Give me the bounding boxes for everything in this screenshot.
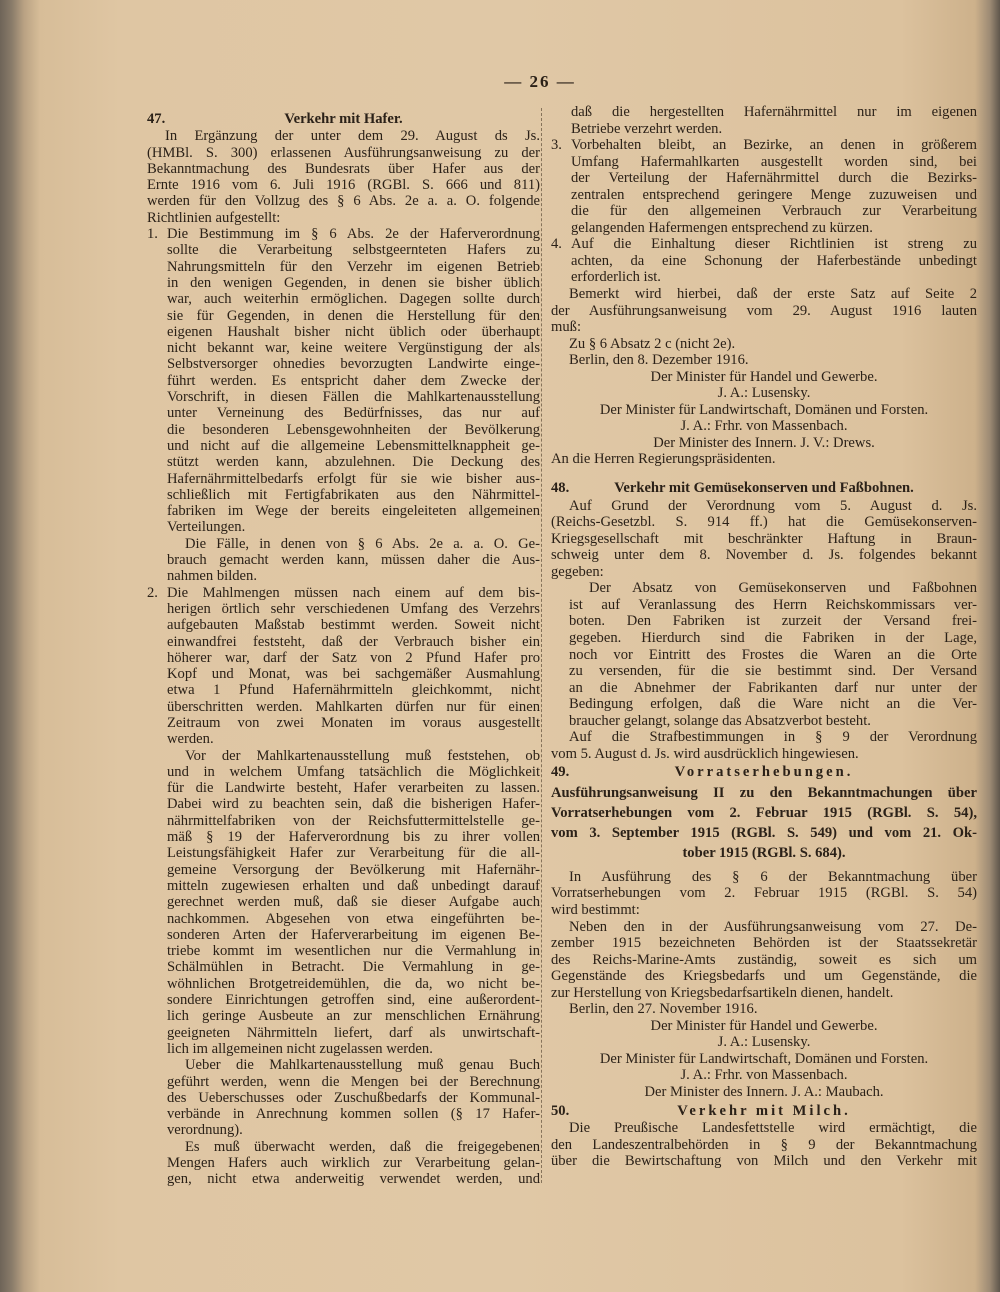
text-line: Berlin, den 8. Dezember 1916. [569, 352, 749, 369]
text-line: brauch gemacht werden kann, müssen daher die Aus- [167, 552, 540, 569]
text-line: verordnung). [167, 1122, 243, 1139]
text-line: etwa 1 Pfund Hafernährmitteln gleichkommt, nicht [167, 682, 540, 699]
section-title: Verkehr mit Gemüsekonserven und Faßbohnen. [614, 480, 914, 497]
text-line: Umfang Hafermahlkarten ausgestellt worden sind, bei [571, 153, 977, 170]
text-line: achten, da eine Schonung der Haferbestände unbedingt [571, 252, 977, 269]
plain-block [551, 451, 977, 468]
text-line: Auf Grund der Verordnung vom 5. August d. Js. [569, 497, 977, 514]
text-line: Neben den in der Ausführungsanweisung vom 27. De- [569, 918, 977, 935]
text-line: verbände in Anrechnung kommen sollen (§ 17 Hafer- [167, 1106, 540, 1123]
text-line: nährmittelfabriken von der Reichsfuttermittelstelle ge- [167, 812, 540, 829]
text-line: Vorbehalten bleibt, an Bezirke, an denen in größerem [571, 137, 977, 154]
text-line: Richtlinien aufgestellt: [147, 209, 281, 226]
text-line: Der Minister für Handel und Gewerbe. [650, 368, 878, 385]
text-line: Die Mahlmengen müssen nach einem auf dem bis- [167, 584, 540, 601]
text-line: Der Minister des Innern. J. V.: Drews. [653, 434, 875, 451]
item-block [147, 585, 540, 748]
text-line: zentralen entsprechend geringere Menge zuzuweisen und [571, 186, 977, 203]
text-line: sollte die Verarbeitung selbstgeernteten Hafers zu [167, 242, 540, 259]
text-line: Betriebe verzehrt werden. [571, 120, 723, 137]
text-line: Der Absatz von Gemüsekonserven und Faßbohnen [589, 580, 977, 597]
text-line: An die Herren Regierungspräsidenten. [551, 451, 776, 468]
text-line: Zu § 6 Absatz 2 c (nicht 2e). [569, 335, 736, 352]
text-line: gerechnet werden muß, daß sie dieser Aufgabe auch [167, 894, 540, 911]
text-line: die besonderen Lebensgewohnheiten der Bevölkerung [167, 421, 540, 438]
item-cont-block [551, 104, 977, 137]
section-number: 48. [551, 480, 570, 497]
quote-block [551, 580, 977, 729]
text-line: des Ueberschusses oder Zuschußbedarfs der Kommunal- [167, 1089, 540, 1106]
subpara-block [147, 536, 540, 585]
section-heading [551, 480, 977, 497]
text-line: Bekanntmachung des Bundesrats über Hafer aus der [147, 160, 540, 177]
page-number: — 26 — [504, 72, 576, 91]
text-line: triebe kommt im wesentlichen nur die Vermahlung in [167, 943, 540, 960]
text-line: Auf die Einhaltung dieser Richtlinien ist streng zu [571, 236, 977, 253]
text-line: Die Bestimmung im § 6 Abs. 2e der Haferverordnung [167, 226, 540, 243]
text-line: sonderen Arten der Haferverarbeitung im eigenen Be- [167, 926, 540, 943]
text-line: gen, nicht etwa anderweitig verwendet werden, und [167, 1171, 540, 1188]
text-line: Der Minister für Landwirtschaft, Domänen und Forsten. [599, 401, 929, 418]
text-line: wöhnlichen Brotgetreidemühlen, die da, wo nicht be- [167, 975, 540, 992]
item-number: 1. [147, 226, 158, 243]
text-line: der Ausführungsanweisung vom 29. August 1916 lauten [551, 302, 977, 319]
text-line: zember 1915 bezeichneten Behörden ist der Staatssekretär [551, 935, 977, 952]
text-line: noch vor Eintritt des Frostes die Waren an die Orte [569, 646, 977, 663]
section-gap [551, 468, 977, 478]
text-line: Leistungsfähigkeit Hafer zur Verarbeitung für die all- [167, 845, 540, 862]
text-line: führt werden. Es entspricht daher dem Zwecke der [167, 372, 540, 389]
text-line: J. A.: Lusensky. [717, 385, 811, 402]
text-line: einwandfrei feststeht, daß der Verbrauch bisher ein [167, 633, 540, 650]
text-line: Der Minister für Handel und Gewerbe. [650, 1017, 878, 1034]
text-line: Kriegsgesellschaft mit beschränkter Haftung in Braun- [551, 530, 977, 547]
text-line: Es muß überwacht werden, daß die freigegebenen [185, 1138, 540, 1155]
text-line: Bedingung erfolgen, daß die Ware nicht an die Ver- [569, 696, 977, 713]
text-line: Schälmühlen in Betracht. Die Vermahlung in ge- [167, 959, 540, 976]
text-line: für die Landwirte besteht, Hafer verarbeiten zu lassen. [167, 780, 540, 797]
text-line: Selbstversorger ohnedies bevorzugten Landwirte einge- [167, 356, 540, 373]
text-line: Mengen Hafers auch wirklich zur Verarbeitung gelan- [167, 1155, 540, 1171]
text-line: nahmen bilden. [167, 568, 257, 585]
text-line: lich geringe Ausbeute an zur menschlichen Ernährung [167, 1008, 540, 1025]
text-line: schweig unter dem 8. November d. Js. folgendes bekannt [551, 547, 977, 564]
text-line: Berlin, den 27. November 1916. [569, 1001, 758, 1018]
text-line: J. A.: Frhr. von Massenbach. [680, 418, 848, 435]
text-line: muß: [551, 319, 581, 336]
section-heading [551, 1103, 977, 1120]
text-line: stützt werden kann, abzulehnen. Die Deckung des [167, 454, 540, 471]
subpara-block [147, 1057, 540, 1138]
text-line: vom 3. September 1915 (RGBl. S. 549) und vom 21. Ok- [551, 824, 977, 841]
column-divider [541, 108, 542, 1183]
text-line: mäß § 19 der Haferverordnung bis zu ihrer vollen [167, 829, 540, 846]
text-line: wird bestimmt: [551, 901, 640, 918]
para-block [551, 729, 977, 762]
text-line: über die Bewirtschaftung von Milch und den Verkehr mit [551, 1153, 977, 1170]
right-column [551, 104, 977, 1170]
text-line: lich im allgemeinen nicht zugelassen werden. [167, 1040, 433, 1057]
text-line: sie für Gegenden, in denen die Herstellung für den [167, 307, 540, 324]
text-line: und in welchem Umfang tatsächlich die Möglichkeit [167, 763, 540, 780]
text-line: Auf die Strafbestimmungen in § 9 der Verordnung [569, 729, 977, 746]
text-line: Der Minister für Landwirtschaft, Domänen und Forsten. [599, 1050, 929, 1067]
section-number: 50. [551, 1102, 570, 1119]
item-block [147, 226, 540, 536]
text-line: (Reichs-Gesetzbl. S. 914 ff.) hat die Gemüsekonserven- [551, 514, 977, 531]
section-heading [147, 111, 540, 127]
section-title: Verkehr mit Milch. [677, 1102, 851, 1119]
text-line: Vor der Mahlkartenausstellung muß feststehen, ob [185, 747, 540, 764]
section-heading [551, 764, 977, 781]
text-line: In Ausführung des § 6 der Bekanntmachung über [569, 868, 977, 885]
text-line: werden für den Vollzug des § 6 Abs. 2e a. a. O. folgende [147, 193, 540, 210]
item-block [551, 137, 977, 236]
text-line: gelangenden Hafermengen entsprechend zu kürzen. [571, 219, 873, 236]
text-line: geeigneten Nährmitteln liefert, darf als unwirtschaft- [167, 1024, 540, 1041]
section-number: 47. [147, 111, 166, 127]
text-line: den Landeszentralbehörden in § 9 der Bekanntmachung [551, 1136, 977, 1153]
para-block [551, 1120, 977, 1170]
text-line: Dabei wird zu beachten sein, daß die bisherigen Hafer- [167, 796, 540, 813]
item-number: 3. [551, 137, 562, 154]
para-block [551, 336, 977, 353]
text-line: sondere Einrichtungen getroffen sind, eine außerordent- [167, 992, 540, 1009]
text-line: gegeben: [551, 563, 604, 580]
text-line: Gegenstände des Kriegsbedarfs und um Gegenstände, die [551, 968, 977, 985]
text-line: Nahrungsmitteln für den Verzehr im eigenen Betrieb [167, 258, 540, 275]
item-number: 2. [147, 584, 158, 601]
item-block [551, 236, 977, 286]
text-line: Ernte 1916 vom 6. Juli 1916 (RGBl. S. 666 und 811) [147, 177, 540, 194]
text-line: vom 5. August d. Js. wird ausdrücklich hingewiesen. [551, 745, 859, 762]
text-line: ist auf Veranlassung des Herrn Reichskommissars ver- [569, 596, 977, 613]
text-line: Kopf und Monat, was bei sachgemäßer Ausmahlung [167, 666, 540, 683]
text-line: des Reichs-Marine-Amts zuständig, soweit es sich um [551, 951, 977, 968]
text-line: Zeitraum von zwei Monaten im voraus ausgestellt [167, 714, 540, 731]
text-line: eigenen Haushalt bisher nicht üblich oder überhaupt [167, 323, 540, 340]
text-line: gegeben. Hierdurch sind die Fabriken in der Lage, [569, 629, 977, 646]
text-line: Vorschrift, in diesen Fällen die Mahlkartenausstellung [167, 389, 540, 406]
text-line: die für den allgemeinen Verbrauch zur Verarbeitung [571, 203, 977, 220]
text-line: zu versenden, für die sie bestimmt sind. Der Versand [569, 663, 977, 680]
text-line: in den wenigen Gegenden, in denen sie bisher üblich [167, 274, 540, 291]
text-line: überschritten werden. Mahlkarten dürfen nur für einen [167, 698, 540, 715]
sig-block [551, 369, 977, 452]
para-block [551, 498, 977, 581]
para-block [551, 869, 977, 919]
section-title: Vorratserhebungen. [674, 764, 854, 781]
para-block [551, 352, 977, 369]
section-title: Verkehr mit Hafer. [284, 111, 403, 127]
para-block [551, 286, 977, 336]
text-line: war, auch weiterhin ermöglichen. Dagegen sollte durch [167, 291, 540, 308]
text-line: Bemerkt wird hierbei, daß der erste Satz auf Seite 2 [569, 286, 977, 303]
text-line: werden. [167, 731, 214, 748]
text-line: aufgebauten Maßstab bestimmt werden. Soweit nicht [167, 617, 540, 634]
text-line: an die Abnehmer der Fabrikanten darf nur unter der [569, 679, 977, 696]
section-number: 49. [551, 764, 570, 781]
item-number: 4. [551, 236, 562, 253]
text-line: Ueber die Mahlkartenausstellung muß genau Buch [185, 1057, 540, 1074]
text-line: und nicht auf die allgemeine Lebensmittelknappheit ge- [167, 437, 540, 454]
text-line: schließlich mit Fertigfabrikaten aus den Nährmittel- [167, 486, 540, 503]
text-line: Verteilungen. [167, 519, 246, 536]
para-block [551, 919, 977, 1002]
boldtitle-block [551, 783, 977, 863]
text-line: unter Verneinung des Bedürfnisses, das nur auf [167, 405, 540, 422]
text-line: Die Fälle, in denen von § 6 Abs. 2e a. a. O. Ge- [185, 535, 540, 552]
para-block [147, 128, 540, 226]
text-line: boten. Den Fabriken ist zurzeit der Versand frei- [569, 613, 977, 630]
text-line: daß die hergestellten Hafernährmittel nur im eigenen [571, 104, 977, 120]
text-line: Vorratserhebungen vom 2. Februar 1915 (RGBl. S. 54) [551, 885, 977, 902]
text-line: der Verteilung der Hafernährmittel durch die Bezirks- [571, 170, 977, 187]
text-line: gemeine Versorgung der Bevölkerung mit Hafernähr- [167, 861, 540, 878]
subpara-block [147, 748, 540, 1058]
text-line: In Ergänzung der unter dem 29. August ds Js. [165, 128, 540, 145]
text-line: erforderlich ist. [571, 269, 661, 286]
text-line: mitteln zugewiesen erhalten und daß unbedingt darauf [167, 877, 540, 894]
text-line: Vorratserhebungen vom 2. Februar 1915 (RGBl. S. 54), [551, 804, 977, 821]
text-line: Ausführungsanweisung II zu den Bekanntmachungen über [551, 784, 977, 801]
text-line: tober 1915 (RGBl. S. 684). [682, 844, 846, 861]
text-line: nachkommen. Abgesehen von etwa eingeführten be- [167, 910, 540, 927]
text-line: geführt werden, wenn die Mengen bei der Berechnung [167, 1073, 540, 1090]
text-line: höherer war, darf der Satz von 2 Pfund Hafer pro [167, 649, 540, 666]
text-line: herigen örtlich sehr verschiedenen Umfang des Verzehrs [167, 600, 540, 617]
text-line: Hafernährmittelbedarfs erfolgt für sie wie bisher aus- [167, 470, 540, 487]
left-column [147, 109, 540, 1188]
text-line: zur Herstellung von Kriegsbedarfsartikeln dienen, handelt. [551, 984, 894, 1001]
text-line: nicht bekannt war, keine weitere Vergünstigung der als [167, 340, 540, 357]
text-line: (HMBl. S. 300) erlassenen Ausführungsanweisung zu der [147, 144, 540, 161]
text-line: J. A.: Frhr. von Massenbach. [680, 1067, 848, 1084]
sig-block [551, 1018, 977, 1101]
text-line: J. A.: Lusensky. [717, 1034, 811, 1051]
text-line: braucher gelangt, solange das Absatzverbot besteht. [569, 712, 871, 729]
text-line: Die Preußische Landesfettstelle wird ermächtigt, die [569, 1120, 977, 1137]
text-line: fabriken im Wege der bereits eingeleiteten allgemeinen [167, 503, 540, 520]
subpara-block [147, 1139, 540, 1188]
para-block [551, 1001, 977, 1018]
text-line: Der Minister des Innern. J. A.: Maubach. [644, 1083, 884, 1100]
